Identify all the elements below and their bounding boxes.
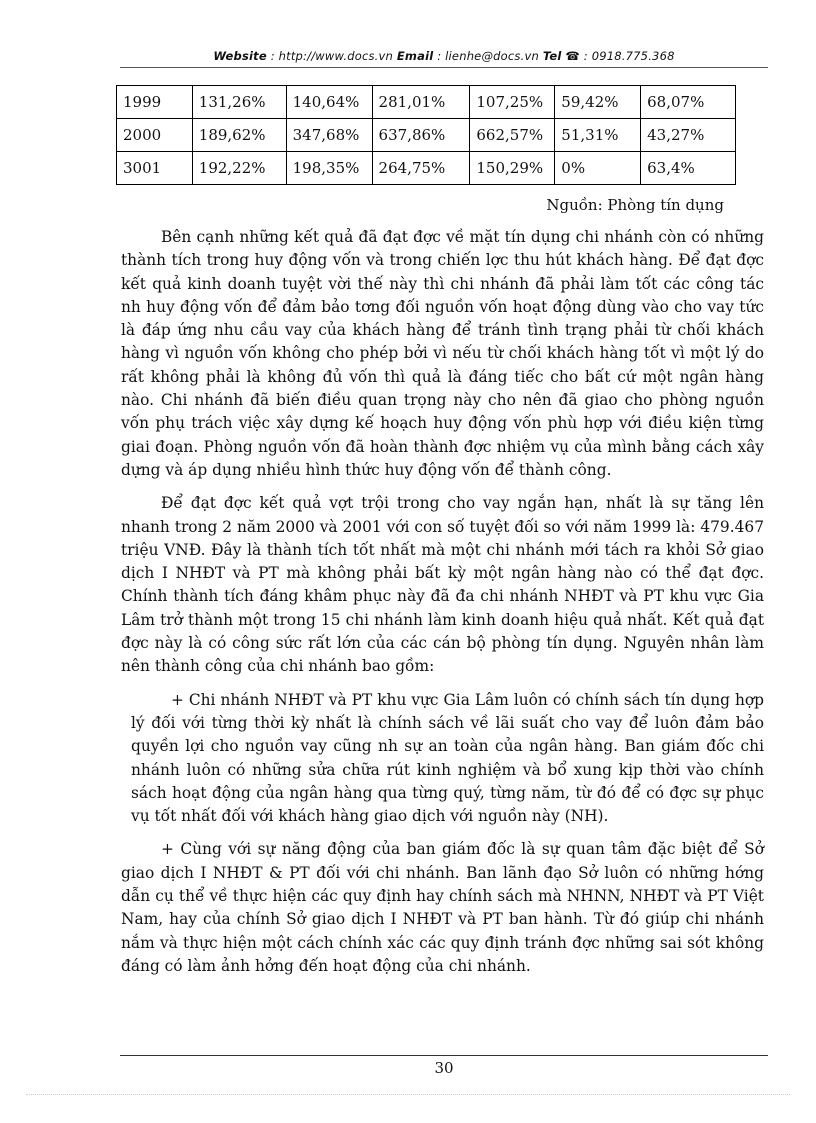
page-number: 30 xyxy=(434,1059,454,1077)
paragraph: + Chi nhánh NHĐT và PT khu vực Gia Lâm luôn có chính sách tín dụng hợp lý đối với từng thời kỳ nhất là chính sách về lãi suất cho vay để luôn đảm bảo quyền lợi cho nguồn vay cũng nh sự an toàn của ngân hàng. Ban giám đốc chi nhánh luôn có những sửa chữa rút kinh nghiệm và bổ xung kịp thời vào chính sách hoạt động của ngân hàng qua từng quý, từng năm, từ đó để có đợc sự phục vụ tốt nhất đối với khách hàng giao dịch với nguồn này (NH). xyxy=(131,690,764,826)
table-cell: 63,4% xyxy=(641,152,736,185)
website-value: : http://www.docs.vn xyxy=(266,49,397,63)
table-cell: 107,25% xyxy=(470,86,555,119)
table-cell: 264,75% xyxy=(372,152,470,185)
table-cell: 192,22% xyxy=(192,152,286,185)
table-cell: 281,01% xyxy=(372,86,470,119)
table-cell: 637,86% xyxy=(372,119,470,152)
table-row xyxy=(117,152,736,185)
email-value: : lienhe@docs.vn xyxy=(433,49,543,63)
page-header xyxy=(120,49,768,63)
table-cell: 51,31% xyxy=(555,119,641,152)
page-bottom-border xyxy=(26,1094,790,1095)
tel-label: Tel xyxy=(542,49,562,63)
table-cell: 189,62% xyxy=(192,119,286,152)
source-note: Nguồn: Phòng tín dụng xyxy=(546,196,724,214)
table-cell: 198,35% xyxy=(286,152,372,185)
table-cell: 131,26% xyxy=(192,86,286,119)
footer-divider xyxy=(120,1055,768,1056)
paragraph: Để đạt đợc kết quả vợt trội trong cho vay ngắn hạn, nhất là sự tăng lên nhanh trong 2 năm 2000 và 2001 với con số tuyệt đối so với năm 1999 là: 479.467 triệu VNĐ. Đây là thành tích tốt nhất mà một chi nhánh mới tách ra khỏi Sở giao dịch I NHĐT và PT mà không phải bất kỳ một ngân hàng nào có thể đạt đợc. Chính thành tích đáng khâm phục này đã đa chi nhánh NHĐT và PT khu vực Gia Lâm trở thành một trong 15 chi nhánh làm kinh doanh hiệu quả nhất. Kết quả đạt đợc này là có công sức rất lớn của các cán bộ phòng tín dụng. Nguyên nhân làm nên thành công của chi nhánh bao gồm: xyxy=(121,494,764,676)
table-cell: 140,64% xyxy=(286,86,372,119)
table-cell: 3001 xyxy=(117,152,193,185)
header-divider xyxy=(120,67,768,68)
table-cell: 2000 xyxy=(117,119,193,152)
table-row xyxy=(117,119,736,152)
paragraph: Bên cạnh những kết quả đã đạt đợc về mặt tín dụng chi nhánh còn có những thành tích trong huy động vốn và trong chiến lợc thu hút khách hàng. Để đạt đợc kết quả kinh doanh tuyệt vời thế này thì chi nhánh đã phải làm tốt các công tác nh huy động vốn để đảm bảo tơng đối nguồn vốn hoạt động dùng vào cho vay tức là đáp ứng nhu cầu vay của khách hàng để tránh tình trạng phải từ chối khách hàng vì nguồn vốn không cho phép bởi vì nếu từ chối khách hàng tốt vì một lý do rất không phải là không đủ vốn thì quả là đáng tiếc cho bất cứ một ngân hàng nào. Chi nhánh đã biến điều quan trọng này cho nên đã giao cho phòng nguồn vốn phụ trách việc xây dựng kế hoạch huy động vốn phù hợp với điều kiện từng giai đoạn. Phòng nguồn vốn đã hoàn thành đợc nhiệm vụ của mình bằng cách xây dựng và áp dụng nhiều hình thức huy động vốn để thành công. xyxy=(121,228,764,479)
table-cell: 347,68% xyxy=(286,119,372,152)
statistics-table xyxy=(116,85,736,185)
table-cell: 662,57% xyxy=(470,119,555,152)
paragraph: + Cùng với sự năng động của ban giám đốc là sự quan tâm đặc biệt để Sở giao dịch I NHĐT & PT đối với chi nhánh. Ban lãnh đạo Sở luôn có những hớng dẫn cụ thể về thực hiện các quy định hay chính sách mà NHNN, NHĐT và PT Việt Nam, hay của chính Sở giao dịch I NHĐT và PT ban hành. Từ đó giúp chi nhánh nắm và thực hiện một cách chính xác các quy định tránh đợc những sai sót không đáng có làm ảnh hởng đến hoạt động của chi nhánh. xyxy=(121,840,764,975)
tel-value: : 0918.775.368 xyxy=(579,49,675,63)
table-cell: 1999 xyxy=(117,86,193,119)
table-cell: 59,42% xyxy=(555,86,641,119)
table-cell: 43,27% xyxy=(641,119,736,152)
telephone-icon: ☎ xyxy=(565,49,580,63)
table-cell: 0% xyxy=(555,152,641,185)
website-label: Website xyxy=(213,49,267,63)
table-row xyxy=(117,86,736,119)
body-text xyxy=(121,226,764,988)
table-cell: 68,07% xyxy=(641,86,736,119)
email-label: Email xyxy=(396,49,434,63)
table-cell: 150,29% xyxy=(470,152,555,185)
